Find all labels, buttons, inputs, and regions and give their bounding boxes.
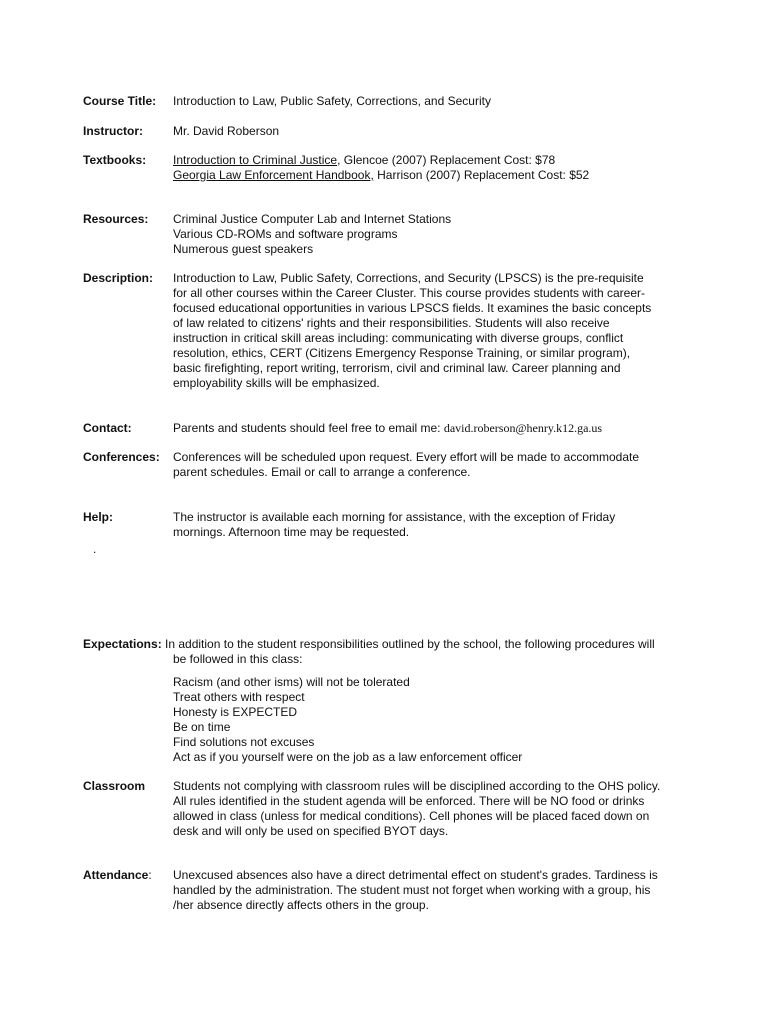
- help-line: The instructor is available each morning for assistance, with the exception of Friday: [173, 510, 616, 524]
- instructor-value: Mr. David Roberson: [173, 124, 280, 138]
- description-line: basic firefighting, report writing, terrorism, civil and criminal law. Career planning and: [173, 361, 621, 375]
- attendance-line: /her absence directly affects others in the group.: [173, 898, 429, 912]
- contact-text: [173, 421, 683, 436]
- resources-label: Resources:: [83, 212, 149, 226]
- textbook-details: , Glencoe (2007) Replacement Cost: $78: [337, 153, 556, 167]
- course-title-label: Course Title:: [83, 94, 157, 108]
- description-line: Introduction to Law, Public Safety, Corrections, and Security (LPSCS) is the pre-requisite: [173, 271, 644, 285]
- conferences-line: parent schedules. Email or call to arrange a conference.: [173, 465, 471, 479]
- description-line: for all other courses within the Career Cluster. This course provides students with career-: [173, 286, 645, 300]
- classroom-label: Classroom: [83, 779, 146, 793]
- help-line: mornings. Afternoon time may be requested.: [173, 525, 410, 539]
- textbook-item: [173, 153, 683, 168]
- resource-item: Criminal Justice Computer Lab and Internet Stations: [173, 212, 452, 226]
- expectation-rule: Treat others with respect: [173, 690, 305, 704]
- description-line: resolution, ethics, CERT (Citizens Emergency Response Training, or similar program),: [173, 346, 631, 360]
- textbook-item: [173, 168, 683, 183]
- classroom-line: All rules identified in the student agenda will be enforced. There will be NO food or drinks: [173, 794, 645, 808]
- description-line: employability skills will be emphasized.: [173, 376, 380, 390]
- contact-message: Parents and students should feel free to email me:: [173, 421, 444, 435]
- expectation-rule: Be on time: [173, 720, 231, 734]
- resource-item: Various CD-ROMs and software programs: [173, 227, 398, 241]
- textbook-title: Georgia Law Enforcement Handbook,: [173, 168, 374, 182]
- expectation-rule: Find solutions not excuses: [173, 735, 315, 749]
- course-title-value: Introduction to Law, Public Safety, Corrections, and Security: [173, 94, 491, 108]
- expectation-rule: Racism (and other isms) will not be tolerated: [173, 675, 410, 689]
- resource-item: Numerous guest speakers: [173, 242, 314, 256]
- conferences-label: Conferences:: [83, 450, 160, 464]
- description-label: Description:: [83, 271, 154, 285]
- stray-period: .: [93, 542, 97, 556]
- attendance-label: [83, 868, 152, 882]
- instructor-label: Instructor:: [83, 124, 143, 138]
- description-line: of law related to citizens' rights and their responsibilities. Students will also receive: [173, 316, 610, 330]
- conferences-line: Conferences will be scheduled upon request. Every effort will be made to accommodate: [173, 450, 640, 464]
- contact-label: Contact:: [83, 421, 132, 435]
- textbook-details: Harrison (2007) Replacement Cost: $52: [373, 168, 590, 182]
- classroom-line: desk and will only be used on specified BYOT days.: [173, 824, 449, 838]
- contact-email-link[interactable]: david.roberson@henry.k12.ga.us: [443, 421, 603, 435]
- classroom-line: Students not complying with classroom rules will be disciplined according to the OHS policy.: [173, 779, 661, 793]
- expectation-rule: Act as if you yourself were on the job as a law enforcement officer: [173, 750, 523, 764]
- description-line: instruction in critical skill areas including: communicating with diverse groups, conflict: [173, 331, 624, 345]
- classroom-line: allowed in class (unless for medical conditions). Cell phones will be placed faced down on: [173, 809, 650, 823]
- expectations-label: Expectations:: [83, 637, 162, 651]
- attendance-line: Unexcused absences also have a direct detrimental effect on student's grades. Tardiness is: [173, 868, 658, 882]
- textbooks-label: Textbooks:: [83, 153, 147, 167]
- expectations-intro-first: [83, 637, 655, 652]
- expectations-intro-second: be followed in this class:: [173, 652, 303, 666]
- attendance-label-text: Attendance: [83, 868, 149, 882]
- description-line: focused educational opportunities in various LPSCS fields. It examines the basic concepts: [173, 301, 652, 315]
- help-label: Help:: [83, 510, 113, 524]
- attendance-line: handled by the administration. The student must not forget when working with a group, his: [173, 883, 651, 897]
- attendance-label-colon: :: [148, 868, 152, 882]
- expectations-intro-text: In addition to the student responsibilities outlined by the school, the following procedures will: [165, 637, 655, 651]
- textbook-title: Introduction to Criminal Justice: [173, 153, 338, 167]
- expectation-rule: Honesty is EXPECTED: [173, 705, 298, 719]
